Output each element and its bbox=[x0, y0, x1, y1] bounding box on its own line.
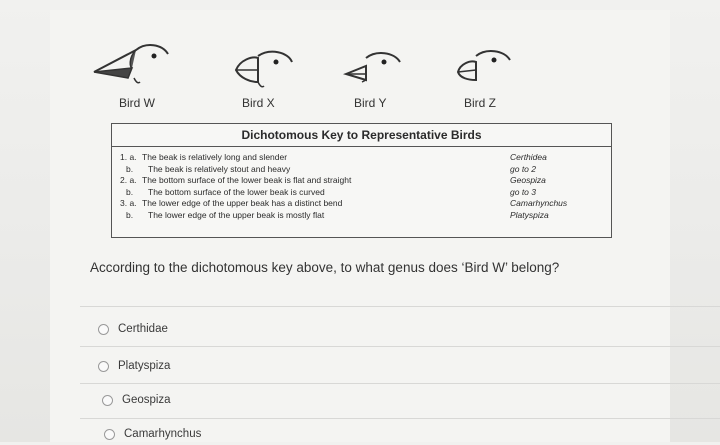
radio-button[interactable] bbox=[104, 429, 115, 440]
key-row-number: b. bbox=[126, 186, 134, 197]
divider bbox=[80, 418, 720, 419]
key-row-text: The lower edge of the upper beak has a distinct bend bbox=[142, 198, 343, 208]
key-row-number: 3. a. bbox=[120, 198, 137, 208]
bird-z-head-icon bbox=[452, 48, 514, 86]
key-row-text: The lower edge of the upper beak is mostly flat bbox=[148, 209, 325, 220]
bird-y-head-icon bbox=[340, 50, 406, 86]
bird-w-head-icon bbox=[88, 38, 180, 88]
answer-option-label: Camarhynchus bbox=[124, 428, 202, 440]
bird-figures bbox=[0, 0, 720, 120]
radio-button[interactable] bbox=[98, 361, 109, 372]
key-row bbox=[120, 210, 605, 222]
divider bbox=[80, 383, 720, 384]
key-row-result: go to 3 bbox=[510, 186, 536, 197]
radio-button[interactable] bbox=[98, 324, 109, 335]
key-row-result: Certhidea bbox=[510, 152, 547, 162]
key-row-result: Camarhynchus bbox=[510, 198, 568, 208]
key-row-text: The bottom surface of the lower beak is flat and straight bbox=[142, 175, 352, 185]
key-row-result: go to 2 bbox=[510, 163, 536, 174]
answer-option-geospiza[interactable] bbox=[102, 389, 171, 411]
key-row bbox=[120, 198, 605, 210]
key-row bbox=[120, 152, 605, 164]
answer-option-label: Certhidae bbox=[118, 323, 168, 335]
divider bbox=[80, 306, 720, 307]
key-title: Dichotomous Key to Representative Birds bbox=[112, 124, 611, 147]
answer-option-certhidae[interactable] bbox=[98, 318, 168, 340]
key-row-text: The beak is relatively stout and heavy bbox=[148, 163, 291, 174]
key-row-number: b. bbox=[126, 163, 134, 174]
key-row-result: Geospiza bbox=[510, 175, 546, 185]
bird-w-label: Bird W bbox=[119, 96, 155, 110]
bird-y-label: Bird Y bbox=[354, 96, 387, 110]
radio-button[interactable] bbox=[102, 395, 113, 406]
bird-x-label: Bird X bbox=[242, 96, 275, 110]
bird-x-head-icon bbox=[230, 48, 298, 90]
key-row bbox=[120, 164, 605, 176]
answer-option-label: Platyspiza bbox=[118, 360, 171, 372]
key-row-number: 2. a. bbox=[120, 175, 137, 185]
key-row bbox=[120, 175, 605, 187]
key-row-result: Platyspiza bbox=[510, 209, 549, 220]
divider bbox=[80, 346, 720, 347]
key-row-text: The bottom surface of the lower beak is curved bbox=[148, 186, 325, 197]
key-row-text: The beak is relatively long and slender bbox=[142, 152, 288, 162]
question-text: According to the dichotomous key above, to what genus does ‘Bird W’ belong? bbox=[90, 260, 560, 275]
bird-z-label: Bird Z bbox=[464, 96, 497, 110]
answer-option-label: Geospiza bbox=[122, 394, 171, 406]
dichotomous-key-table bbox=[111, 123, 612, 238]
key-rows bbox=[120, 152, 605, 221]
key-row-number: 1. a. bbox=[120, 152, 137, 162]
key-row bbox=[120, 187, 605, 199]
answer-option-platyspiza[interactable] bbox=[98, 355, 170, 377]
key-row-number: b. bbox=[126, 209, 134, 220]
